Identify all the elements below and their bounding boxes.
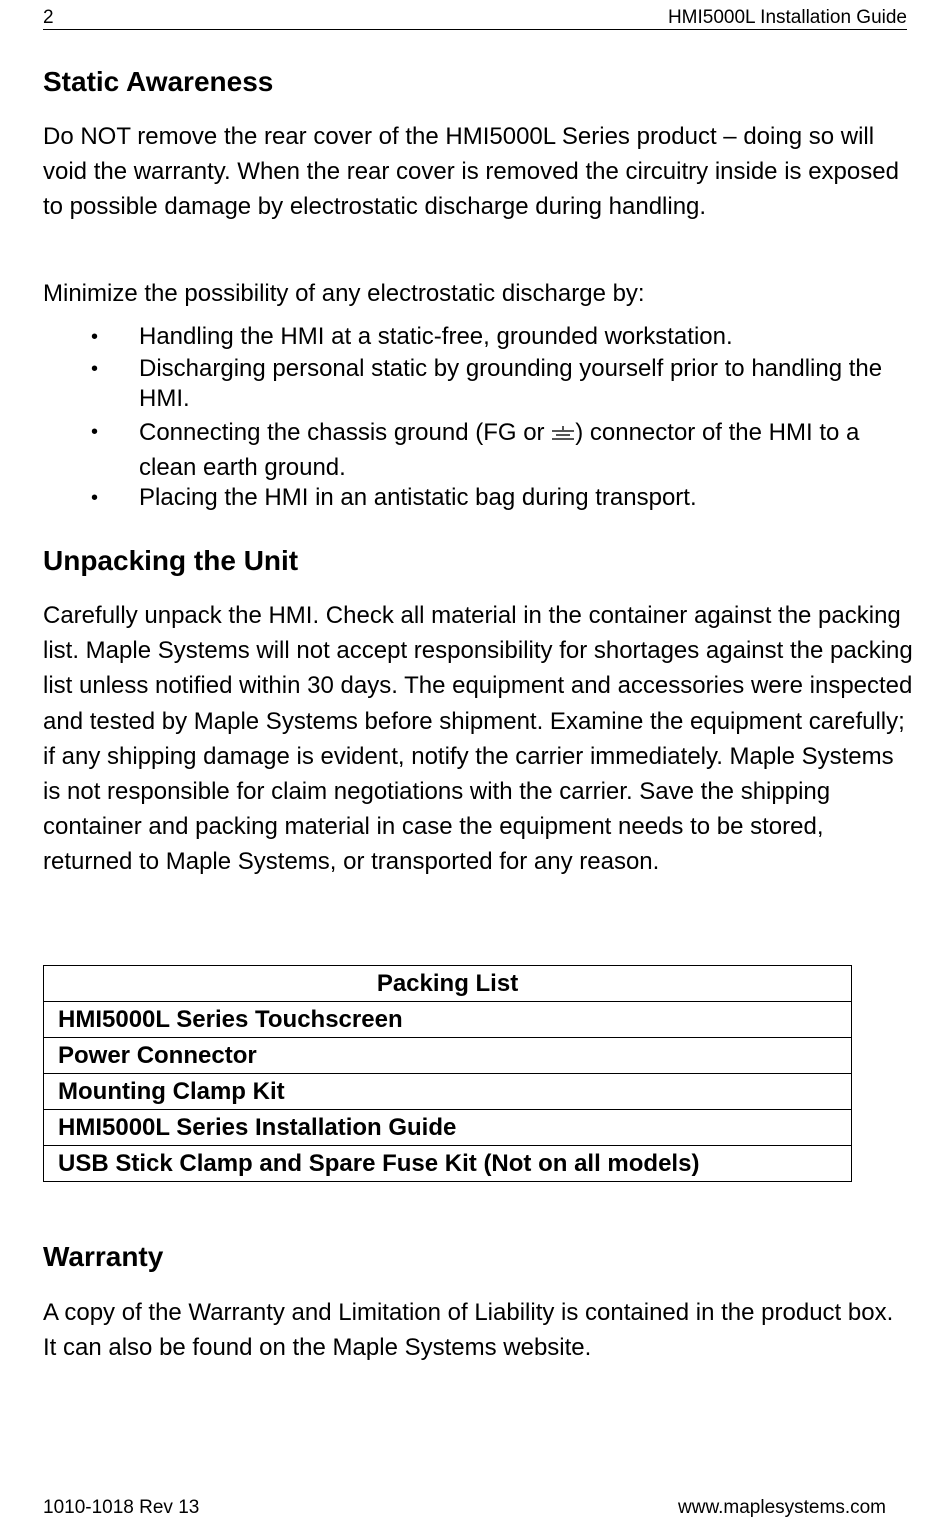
page-header [43, 6, 907, 30]
document-title: HMI5000L Installation Guide [667, 7, 907, 28]
table-header-row [44, 966, 852, 1002]
packing-item: HMI5000L Series Installation Guide [44, 1110, 852, 1146]
table-row [44, 1002, 852, 1038]
website-url: www.maplesystems.com [678, 1497, 886, 1518]
warranty-paragraph: A copy of the Warranty and Limitation of Liability is contained in the product box. It can also be found on the Maple Systems website. [43, 1299, 894, 1362]
chassis-ground-icon [552, 422, 574, 442]
page-number: 2 [43, 7, 54, 28]
static-awareness-paragraph: Do NOT remove the rear cover of the HMI5000L Series product – doing so will void the warranty. When the rear cover is removed the circuitry inside is exposed to possible damage by electrostatic discharge during handling. [43, 123, 899, 221]
table-row [44, 1038, 852, 1074]
warranty-heading: Warranty [43, 1241, 164, 1272]
packing-item: Power Connector [44, 1038, 852, 1074]
bullet-icon: • [91, 326, 99, 348]
table-row [44, 1146, 852, 1182]
list-item: • Handling the HMI at a static-free, grounded workstation. [91, 323, 733, 350]
unpacking-paragraph: Carefully unpack the HMI. Check all material in the container against the packing list. Maple Systems will not accept responsibility for shortages against the packing list unless notified within 30 days. The equipment and accessories were inspected and tested by Maple Systems before shipment. Examine the equipment carefully; if any shipping damage is evident, notify the carrier immediately. Maple Systems is not responsible for claim negotiations with the carrier. Save the shipping container and packing material in case the equipment needs to be stored, returned to Maple Systems, or transported for any reason. [43, 602, 913, 876]
packing-item: Mounting Clamp Kit [44, 1074, 852, 1110]
bullet-icon: • [91, 421, 99, 443]
table-row [44, 1110, 852, 1146]
list-item: • Placing the HMI in an antistatic bag during transport. [91, 484, 697, 511]
list-item: • Discharging personal static by grounding yourself prior to handling the HMI. [91, 355, 883, 412]
table-row [44, 1074, 852, 1110]
static-precautions-list [43, 322, 903, 515]
minimize-discharge-intro: Minimize the possibility of any electrostatic discharge by: [43, 280, 645, 307]
list-item: • Connecting the chassis ground (FG or ) connector of the HMI to a clean earth ground. [43, 415, 903, 485]
bullet-icon: • [91, 487, 99, 509]
packing-item: HMI5000L Series Touchscreen [44, 1002, 852, 1038]
packing-list-table [43, 965, 852, 1182]
static-awareness-heading: Static Awareness [43, 66, 274, 97]
packing-item: USB Stick Clamp and Spare Fuse Kit (Not on all models) [44, 1146, 852, 1182]
document-revision: 1010-1018 Rev 13 [43, 1497, 200, 1518]
bullet-icon: • [91, 358, 99, 380]
packing-list-title: Packing List [44, 966, 852, 1002]
unpacking-heading: Unpacking the Unit [43, 545, 299, 576]
